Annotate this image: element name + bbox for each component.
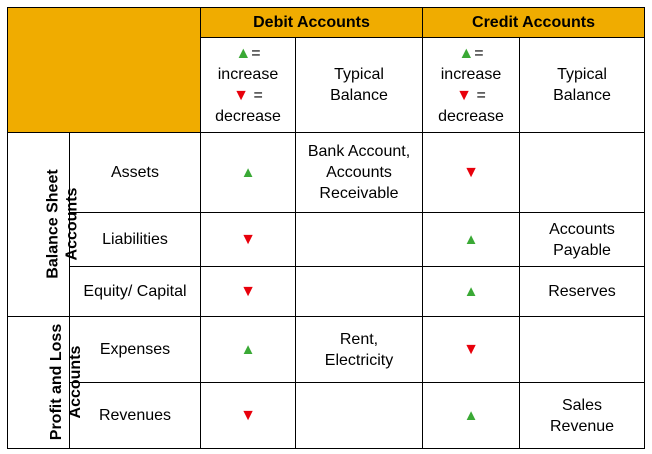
legend-decrease-text: = decrease [438,87,504,125]
legend-increase-text: = increase [217,45,279,83]
increase-arrow-icon: ▲ [463,231,479,248]
table-row [8,383,645,449]
table-row [8,317,645,383]
decrease-arrow-icon: ▼ [463,341,479,358]
group-label-line2: Accounts [67,345,85,419]
debit-balance-cell [296,383,423,449]
decrease-arrow-icon: ▼ [240,407,256,424]
balance-text: Bank Account, [307,143,411,160]
debit-balance-cell [296,267,423,317]
balance-text: Payable [553,241,611,259]
increase-arrow-icon: ▲ [240,164,256,181]
category-cell: Liabilities [70,213,201,267]
decrease-arrow-icon: ▼ [233,87,250,104]
credit-legend [423,38,520,133]
credit-balance-cell [520,383,645,449]
credit-arrow-cell [423,133,520,213]
decrease-arrow-icon: ▼ [463,164,479,181]
debit-arrow-cell [201,267,296,317]
profit-loss-group-label [8,317,85,449]
debit-balance-cell [296,133,423,213]
balance-text: Sales [561,396,603,414]
table-row [8,213,645,267]
decrease-arrow-icon: ▼ [240,283,256,300]
increase-arrow-icon: ▲ [240,341,256,358]
balance-sheet-group-label [8,133,81,317]
accounts-table [7,7,645,449]
increase-arrow-icon: ▲ [463,283,479,300]
typical-label: Typical [334,66,384,83]
balance-text: Receivable [319,185,399,202]
decrease-arrow-icon: ▼ [240,231,256,248]
corner-cell [8,8,201,133]
credit-arrow-cell [423,267,520,317]
balance-text: Revenue [549,417,615,435]
debit-legend [201,38,296,133]
credit-arrow-cell [423,383,520,449]
debit-arrow-cell [201,317,296,383]
increase-arrow-icon: ▲ [235,45,252,62]
debit-balance-cell [296,213,423,267]
credit-balance-cell [520,213,645,267]
credit-accounts-header: Credit Accounts [423,8,645,38]
decrease-arrow-icon: ▼ [456,87,473,104]
increase-arrow-icon: ▲ [463,407,479,424]
group-label-line1: Balance Sheet [44,169,62,279]
group-label-line2: Accounts [63,187,81,261]
increase-arrow-icon: ▲ [458,45,475,62]
credit-balance-cell [520,133,645,213]
credit-arrow-cell [423,317,520,383]
credit-balance-cell [520,317,645,383]
legend-increase-text: = increase [440,45,502,83]
balance-text: Accounts [326,164,392,181]
category-cell: Assets [70,133,201,213]
balance-text: Accounts [549,220,615,238]
category-cell: Revenues [70,383,201,449]
debit-arrow-cell [201,133,296,213]
balance-label: Balance [330,87,388,104]
balance-text: Electricity [324,351,394,369]
balance-label: Balance [553,87,611,104]
credit-arrow-cell [423,213,520,267]
debit-arrow-cell [201,383,296,449]
credit-typical-balance-header [520,38,645,133]
category-cell: Expenses [70,317,201,383]
legend-decrease-text: = decrease [215,87,281,125]
group-label-line1: Profit and Loss [48,323,66,441]
category-cell: Equity/ Capital [70,267,201,317]
table-row [8,133,645,213]
typical-label: Typical [557,66,607,83]
table-row [8,267,645,317]
balance-text: Rent, [339,330,379,348]
credit-balance-cell: Reserves [520,267,645,317]
debit-arrow-cell [201,213,296,267]
debit-accounts-header: Debit Accounts [201,8,423,38]
debit-typical-balance-header [296,38,423,133]
debit-balance-cell [296,317,423,383]
